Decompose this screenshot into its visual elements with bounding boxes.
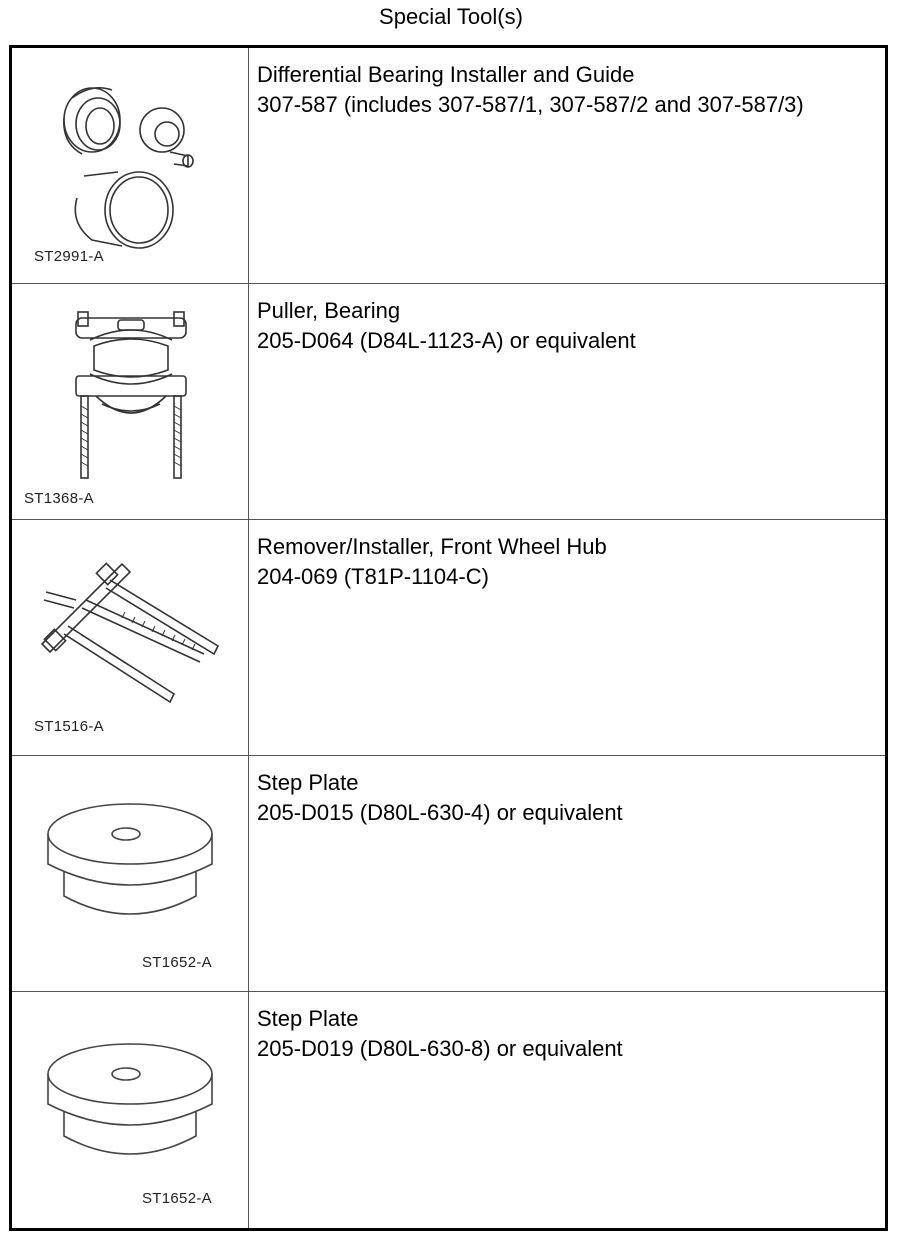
table-row [12,992,885,1228]
table-row [12,520,885,756]
tool-name: Differential Bearing Installer and Guide [257,62,635,87]
tool-name: Step Plate [257,770,359,795]
step-plate-icon [12,756,249,992]
tool-name: Step Plate [257,1006,359,1031]
tool-description [257,60,882,120]
table-row [12,48,885,284]
tool-image-cell [12,756,249,991]
tool-illustration-code: ST1652-A [142,1190,212,1207]
tool-image-cell [12,992,249,1228]
tool-part-number: 205-D064 (D84L-1123-A) or equivalent [257,328,636,353]
tool-illustration-code: ST2991-A [34,248,104,265]
tool-image-cell [12,48,249,283]
tool-description [257,532,882,592]
table-row [12,756,885,992]
special-tools-table [9,45,888,1231]
tool-description [257,768,882,828]
tool-illustration-code: ST1652-A [142,954,212,971]
tool-image-cell [12,284,249,519]
tool-description [257,1004,882,1064]
tool-description [257,296,882,356]
bearing-puller-icon [12,284,249,520]
tool-illustration-code: ST1516-A [34,718,104,735]
table-row [12,284,885,520]
tool-part-number: 307-587 (includes 307-587/1, 307-587/2 and 307-587/3) [257,92,804,117]
tool-image-cell [12,520,249,755]
tool-part-number: 205-D015 (D80L-630-4) or equivalent [257,800,623,825]
tool-part-number: 204-069 (T81P-1104-C) [257,564,489,589]
tool-part-number: 205-D019 (D80L-630-8) or equivalent [257,1036,623,1061]
tool-name: Remover/Installer, Front Wheel Hub [257,534,607,559]
tool-illustration-code: ST1368-A [24,490,94,507]
page-title: Special Tool(s) [379,4,523,29]
step-plate-icon [12,992,249,1228]
tool-name: Puller, Bearing [257,298,401,323]
